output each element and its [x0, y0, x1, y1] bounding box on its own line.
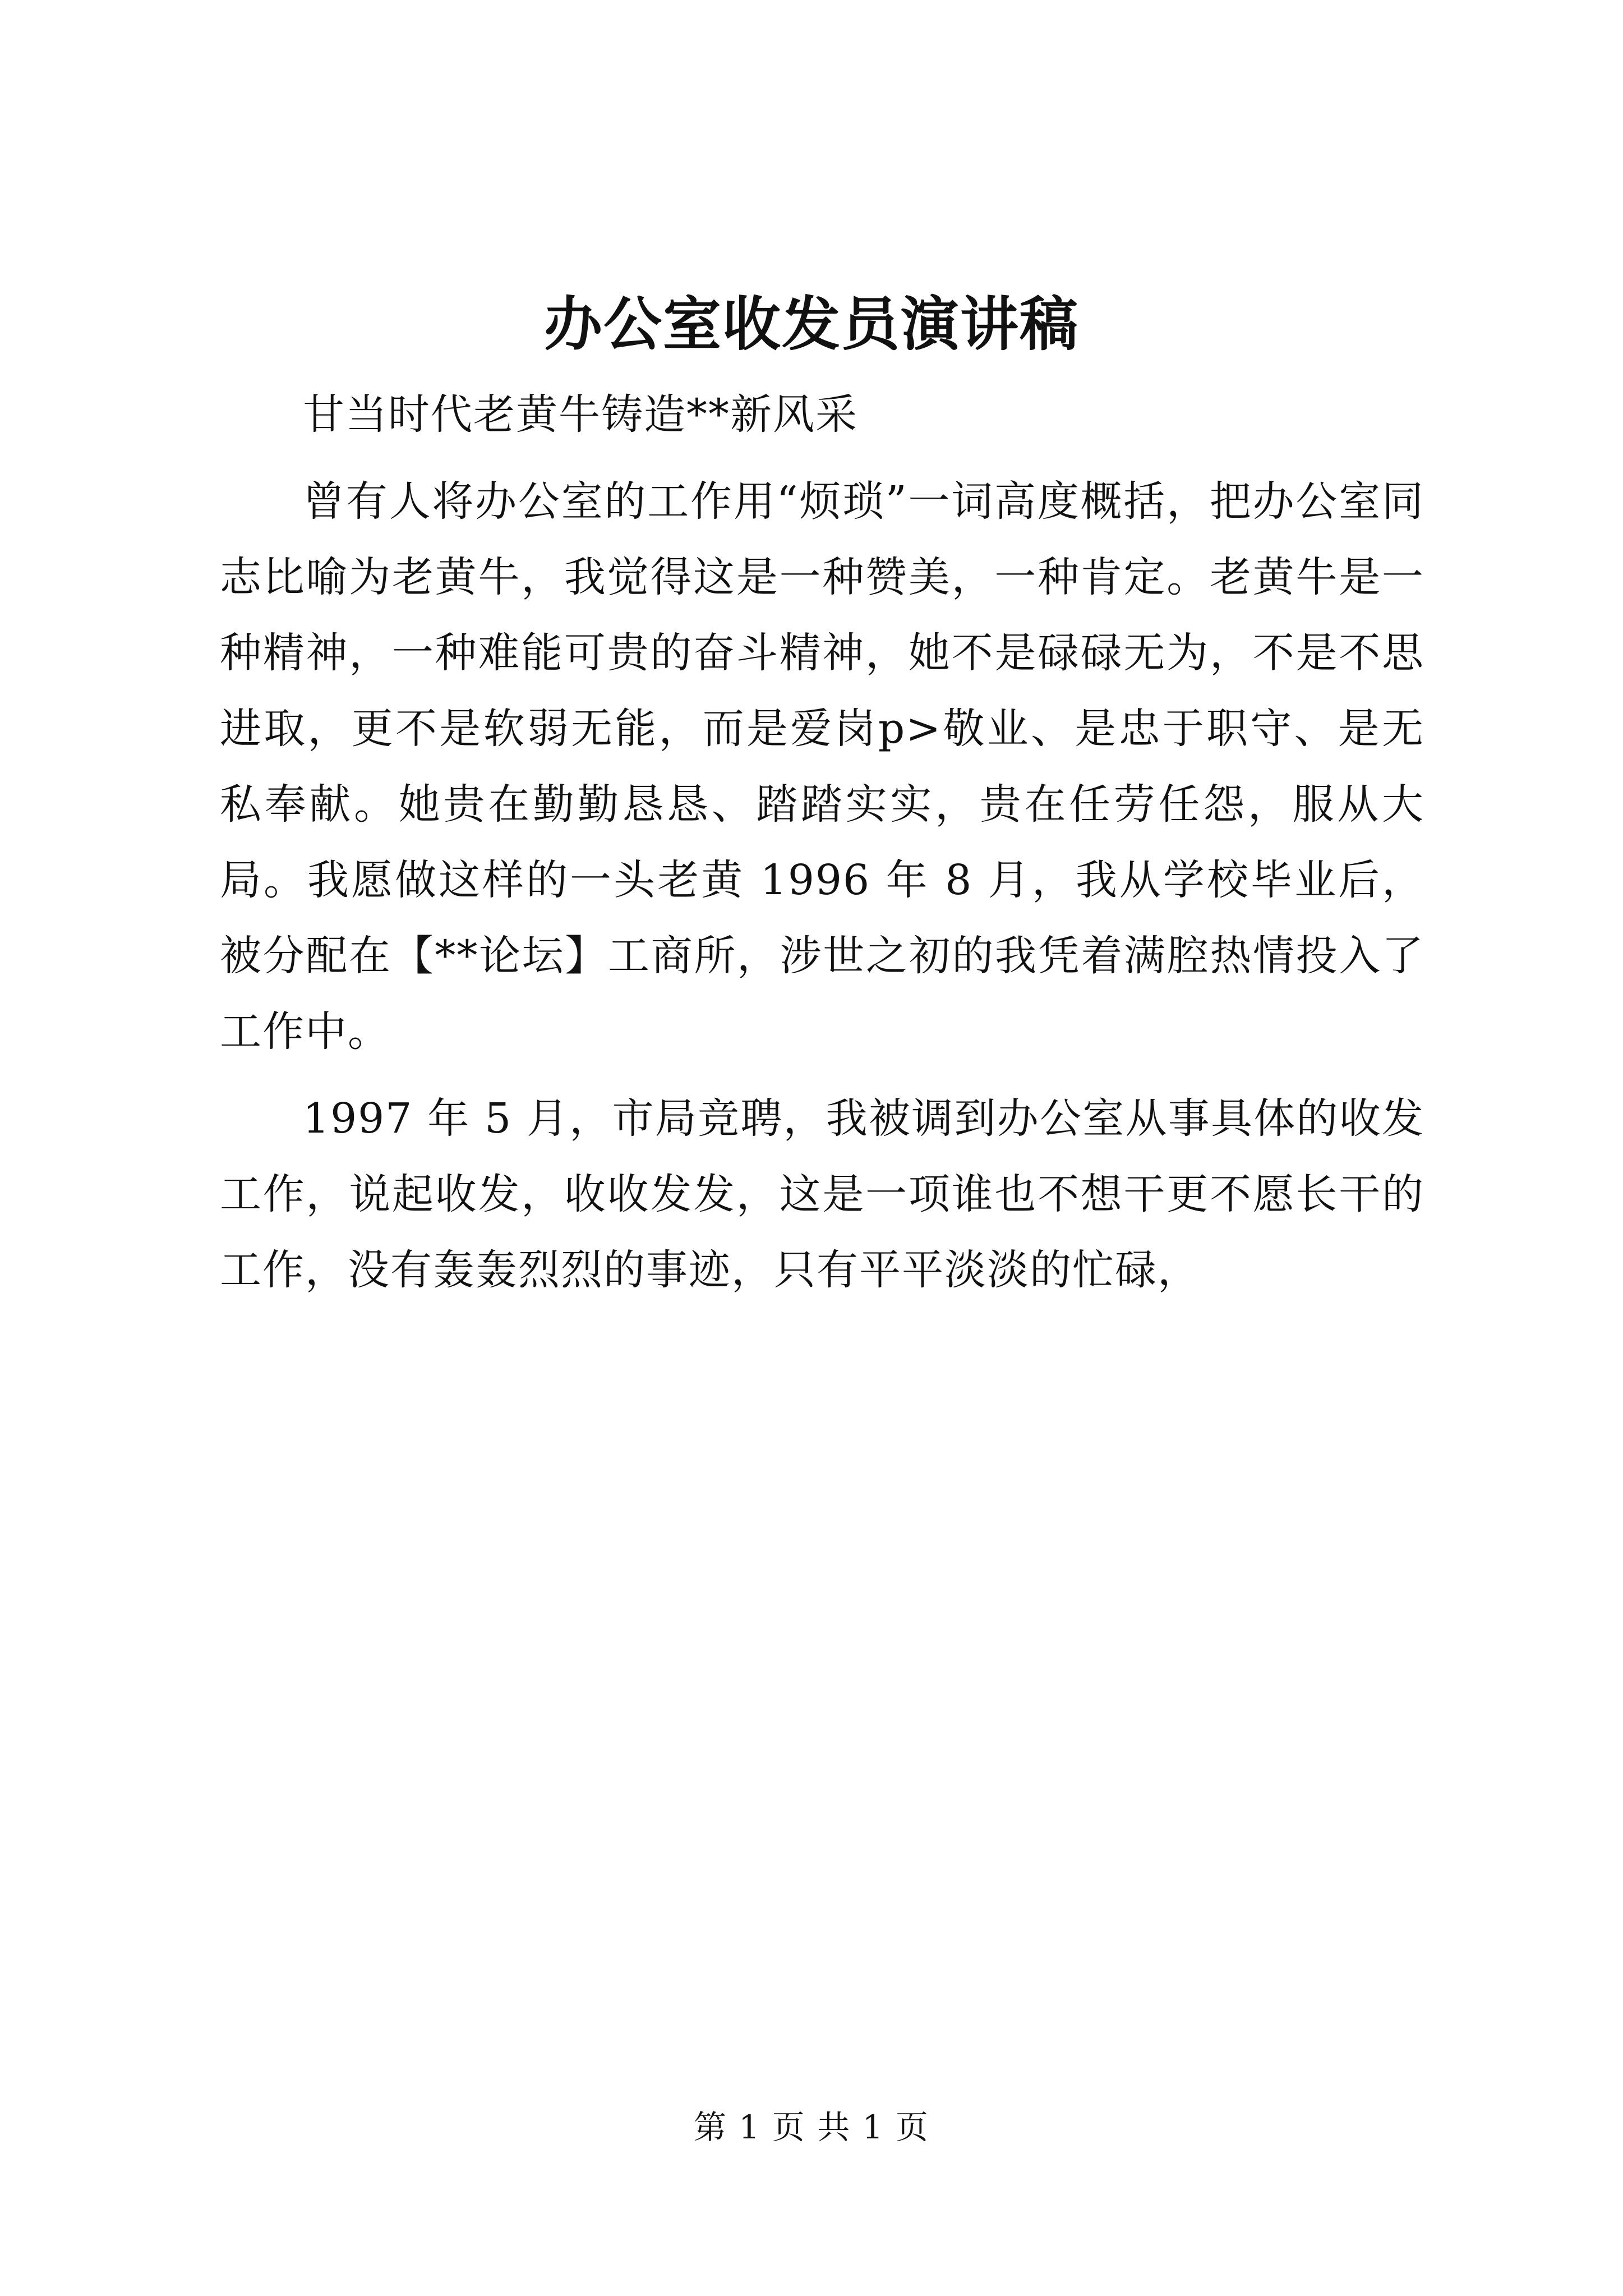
page-number-footer: 第 1 页 共 1 页 [694, 2108, 929, 2146]
document-title: 办公室收发员演讲稿 [543, 289, 1079, 358]
document-body [220, 377, 1424, 1308]
body-paragraph: 1997 年 5 月，市局竞聘，我被调到办公室从事具体的收发工作，说起收发，收收发发，这是一项谁也不想干更不愿长干的工作，没有轰轰烈烈的事迹，只有平平淡淡的忙碌， [220, 1094, 1424, 1294]
subtitle-paragraph: 甘当时代老黄牛铸造**新风采 [303, 390, 858, 439]
body-paragraph: 曾有人将办公室的工作用“烦琐”一词高度概括，把办公室同志比喻为老黄牛，我觉得这是一种赞美，一种肯定。老黄牛是一种精神，一种难能可贵的奋斗精神，她不是碌碌无为，不是不思进取，更不是软弱无能，而是爱岗p>敬业、是忠于职守、是无私奉献。她贵在勤勤恳恳、踏踏实实，贵在任劳任怨，服从大局。我愿做这样的一头老黄 1996 年 8 月，我从学校毕业后，被分配在【**论坛】工商所，涉世之初的我凭着满腔热情投入了工作中。 [220, 477, 1424, 1056]
